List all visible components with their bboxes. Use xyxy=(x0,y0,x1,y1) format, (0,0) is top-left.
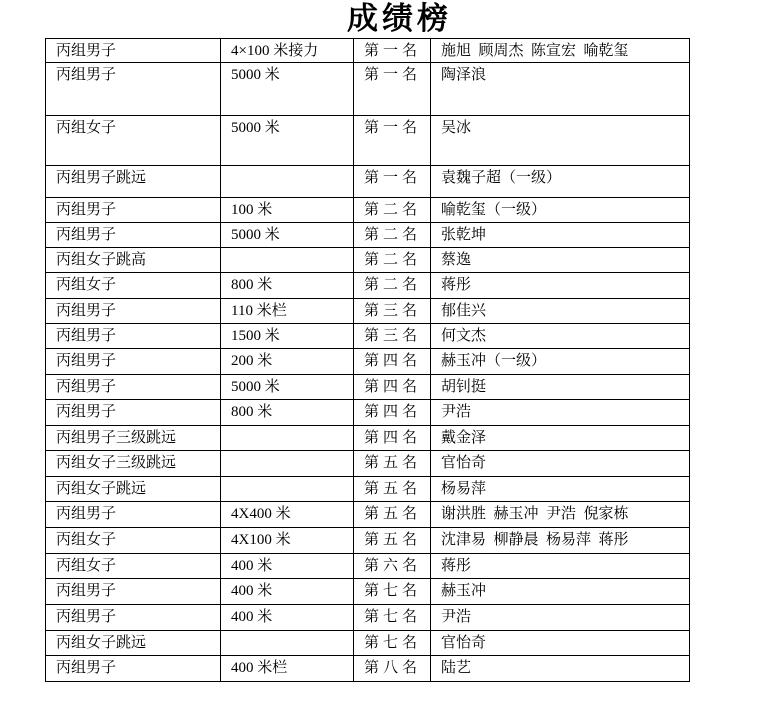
group-cell: 丙组男子 xyxy=(46,605,221,631)
table-row xyxy=(46,299,690,324)
event-cell: 800 米 xyxy=(221,273,354,299)
rank-cell: 第三名 xyxy=(354,299,431,324)
event-cell: 400 米 xyxy=(221,579,354,605)
table-row xyxy=(46,579,690,605)
rank-cell: 第五名 xyxy=(354,451,431,477)
rank-cell: 第一名 xyxy=(354,116,431,166)
names-cell: 官怡奇 xyxy=(431,631,690,656)
group-cell: 丙组男子 xyxy=(46,656,221,682)
rank-cell: 第五名 xyxy=(354,477,431,502)
group-cell: 丙组男子 xyxy=(46,63,221,116)
names-cell: 施旭 顾周杰 陈宣宏 喻乾玺 xyxy=(431,39,690,63)
group-cell: 丙组男子 xyxy=(46,502,221,528)
rank-cell: 第三名 xyxy=(354,324,431,349)
event-cell xyxy=(221,426,354,451)
names-cell: 蒋彤 xyxy=(431,554,690,579)
group-cell: 丙组男子 xyxy=(46,223,221,248)
table-row xyxy=(46,349,690,375)
group-cell: 丙组女子三级跳远 xyxy=(46,451,221,477)
event-cell: 110 米栏 xyxy=(221,299,354,324)
table-row xyxy=(46,166,690,198)
rank-cell: 第七名 xyxy=(354,579,431,605)
table-row xyxy=(46,248,690,273)
names-cell: 郁佳兴 xyxy=(431,299,690,324)
names-cell: 陶泽浪 xyxy=(431,63,690,116)
rank-cell: 第二名 xyxy=(354,248,431,273)
event-cell: 100 米 xyxy=(221,198,354,223)
names-cell: 蒋彤 xyxy=(431,273,690,299)
rank-cell: 第二名 xyxy=(354,223,431,248)
names-cell: 赫玉冲（一级） xyxy=(431,349,690,375)
names-cell: 何文杰 xyxy=(431,324,690,349)
rank-cell: 第七名 xyxy=(354,631,431,656)
names-cell: 杨易萍 xyxy=(431,477,690,502)
event-cell: 800 米 xyxy=(221,400,354,426)
event-cell xyxy=(221,451,354,477)
group-cell: 丙组男子 xyxy=(46,349,221,375)
table-row xyxy=(46,223,690,248)
page-title: 成绩榜 xyxy=(347,1,452,36)
group-cell: 丙组女子跳远 xyxy=(46,477,221,502)
table-row xyxy=(46,631,690,656)
rank-cell: 第二名 xyxy=(354,198,431,223)
event-cell xyxy=(221,166,354,198)
event-cell: 5000 米 xyxy=(221,63,354,116)
rank-cell: 第八名 xyxy=(354,656,431,682)
names-cell: 尹浩 xyxy=(431,400,690,426)
group-cell: 丙组男子三级跳远 xyxy=(46,426,221,451)
names-cell: 官怡奇 xyxy=(431,451,690,477)
event-cell: 400 米 xyxy=(221,605,354,631)
event-cell: 5000 米 xyxy=(221,223,354,248)
group-cell: 丙组男子 xyxy=(46,198,221,223)
table-row xyxy=(46,528,690,554)
event-cell: 200 米 xyxy=(221,349,354,375)
table-row xyxy=(46,451,690,477)
table-row xyxy=(46,273,690,299)
names-cell: 尹浩 xyxy=(431,605,690,631)
table-row xyxy=(46,375,690,400)
names-cell: 喻乾玺（一级） xyxy=(431,198,690,223)
names-cell: 沈津易 柳静晨 杨易萍 蒋彤 xyxy=(431,528,690,554)
names-cell: 胡钊挺 xyxy=(431,375,690,400)
event-cell: 5000 米 xyxy=(221,116,354,166)
rank-cell: 第四名 xyxy=(354,400,431,426)
group-cell: 丙组男子跳远 xyxy=(46,166,221,198)
table-row xyxy=(46,605,690,631)
table-row xyxy=(46,554,690,579)
group-cell: 丙组女子 xyxy=(46,116,221,166)
names-cell: 张乾坤 xyxy=(431,223,690,248)
group-cell: 丙组女子 xyxy=(46,554,221,579)
names-cell: 吴冰 xyxy=(431,116,690,166)
group-cell: 丙组女子跳远 xyxy=(46,631,221,656)
table-row xyxy=(46,63,690,116)
table-row xyxy=(46,39,690,63)
rank-cell: 第六名 xyxy=(354,554,431,579)
names-cell: 蔡逸 xyxy=(431,248,690,273)
rank-cell: 第四名 xyxy=(354,426,431,451)
rank-cell: 第一名 xyxy=(354,63,431,116)
names-cell: 陆艺 xyxy=(431,656,690,682)
group-cell: 丙组女子 xyxy=(46,273,221,299)
group-cell: 丙组男子 xyxy=(46,324,221,349)
event-cell: 4×100 米接力 xyxy=(221,39,354,63)
event-cell xyxy=(221,477,354,502)
event-cell xyxy=(221,248,354,273)
event-cell: 4X100 米 xyxy=(221,528,354,554)
group-cell: 丙组男子 xyxy=(46,375,221,400)
table-row xyxy=(46,656,690,682)
rank-cell: 第七名 xyxy=(354,605,431,631)
event-cell: 400 米栏 xyxy=(221,656,354,682)
table-row xyxy=(46,426,690,451)
event-cell: 1500 米 xyxy=(221,324,354,349)
event-cell: 5000 米 xyxy=(221,375,354,400)
group-cell: 丙组男子 xyxy=(46,299,221,324)
rank-cell: 第四名 xyxy=(354,349,431,375)
names-cell: 袁魏子超（一级） xyxy=(431,166,690,198)
names-cell: 赫玉冲 xyxy=(431,579,690,605)
names-cell: 谢洪胜 赫玉冲 尹浩 倪家栋 xyxy=(431,502,690,528)
rank-cell: 第一名 xyxy=(354,166,431,198)
table-row xyxy=(46,198,690,223)
table-row xyxy=(46,116,690,166)
results-table xyxy=(45,38,690,682)
group-cell: 丙组女子跳高 xyxy=(46,248,221,273)
rank-cell: 第五名 xyxy=(354,502,431,528)
table-row xyxy=(46,502,690,528)
rank-cell: 第一名 xyxy=(354,39,431,63)
rank-cell: 第二名 xyxy=(354,273,431,299)
group-cell: 丙组男子 xyxy=(46,579,221,605)
table-row xyxy=(46,400,690,426)
event-cell: 4X400 米 xyxy=(221,502,354,528)
table-row xyxy=(46,324,690,349)
group-cell: 丙组女子 xyxy=(46,528,221,554)
event-cell: 400 米 xyxy=(221,554,354,579)
group-cell: 丙组男子 xyxy=(46,39,221,63)
rank-cell: 第四名 xyxy=(354,375,431,400)
event-cell xyxy=(221,631,354,656)
table-row xyxy=(46,477,690,502)
rank-cell: 第五名 xyxy=(354,528,431,554)
names-cell: 戴金泽 xyxy=(431,426,690,451)
group-cell: 丙组男子 xyxy=(46,400,221,426)
